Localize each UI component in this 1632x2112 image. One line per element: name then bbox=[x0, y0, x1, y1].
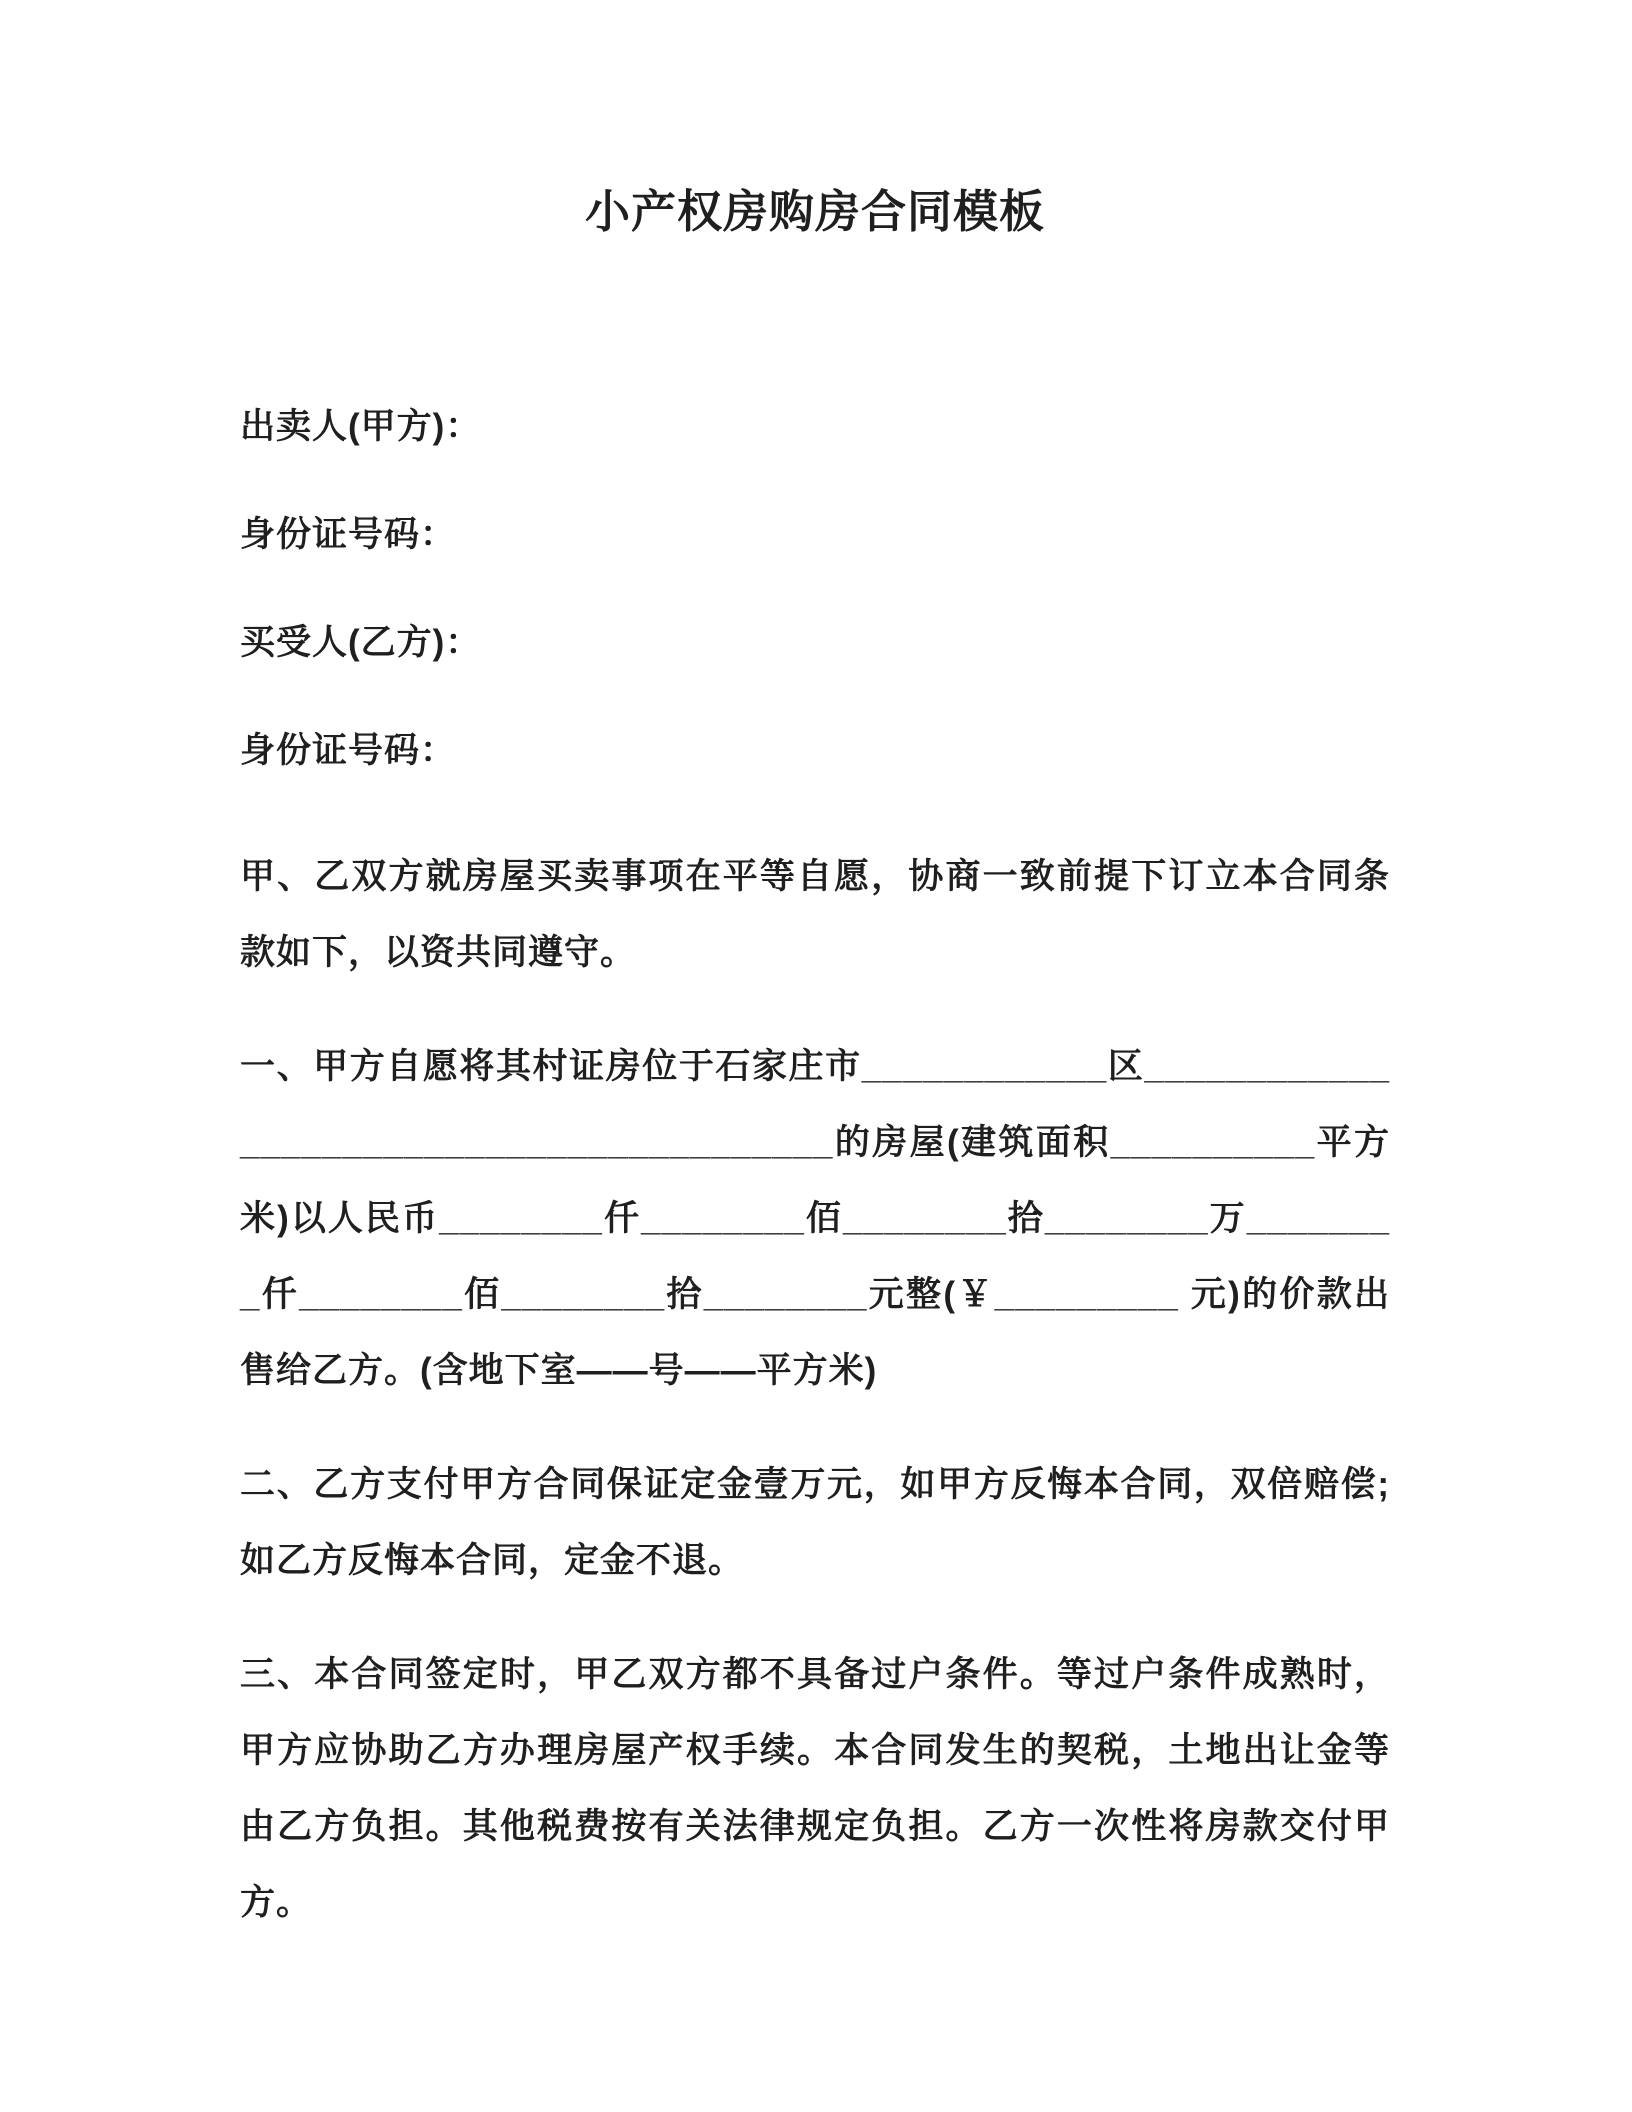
seller-party-a-label: 出卖人(甲方)： bbox=[240, 407, 482, 446]
preamble-paragraph: 甲、乙双方就房屋买卖事项在平等自愿，协商一致前提下订立本合同条款如下，以资共同遵守。 bbox=[240, 857, 1390, 972]
buyer-id-number-label: 身份证号码： bbox=[240, 731, 457, 770]
document-title: 小产权房购房合同模板 bbox=[584, 186, 1045, 237]
clause-3-paragraph: 三、本合同签定时，甲乙双方都不具备过户条件。等过户条件成熟时，甲方应协助乙方办理房屋产权手续。本合同发生的契税，土地出让金等由乙方负担。其他税费按有关法律规定负担。乙方一次性将房款交付甲方。 bbox=[240, 1655, 1390, 1922]
contract-body bbox=[240, 839, 1390, 1941]
seller-id-number-label: 身份证号码： bbox=[240, 515, 457, 554]
clause-2-paragraph: 二、乙方支付甲方合同保证定金壹万元，如甲方反悔本合同，双倍赔偿;如乙方反悔本合同，定金不退。 bbox=[240, 1465, 1390, 1580]
buyer-party-b-label: 买受人(乙方)： bbox=[240, 623, 482, 662]
party-fields bbox=[240, 407, 1390, 771]
clause-1-paragraph: 一、甲方自愿将其村证房位于石家庄市____________区_________________________________________的房屋(建筑面积__________平方米)以人民币________仟________佰________拾________万________仟________佰________拾________元整(￥_________ 元)的价款出售给乙方。(含地下室——号——平方米) bbox=[240, 1047, 1390, 1390]
